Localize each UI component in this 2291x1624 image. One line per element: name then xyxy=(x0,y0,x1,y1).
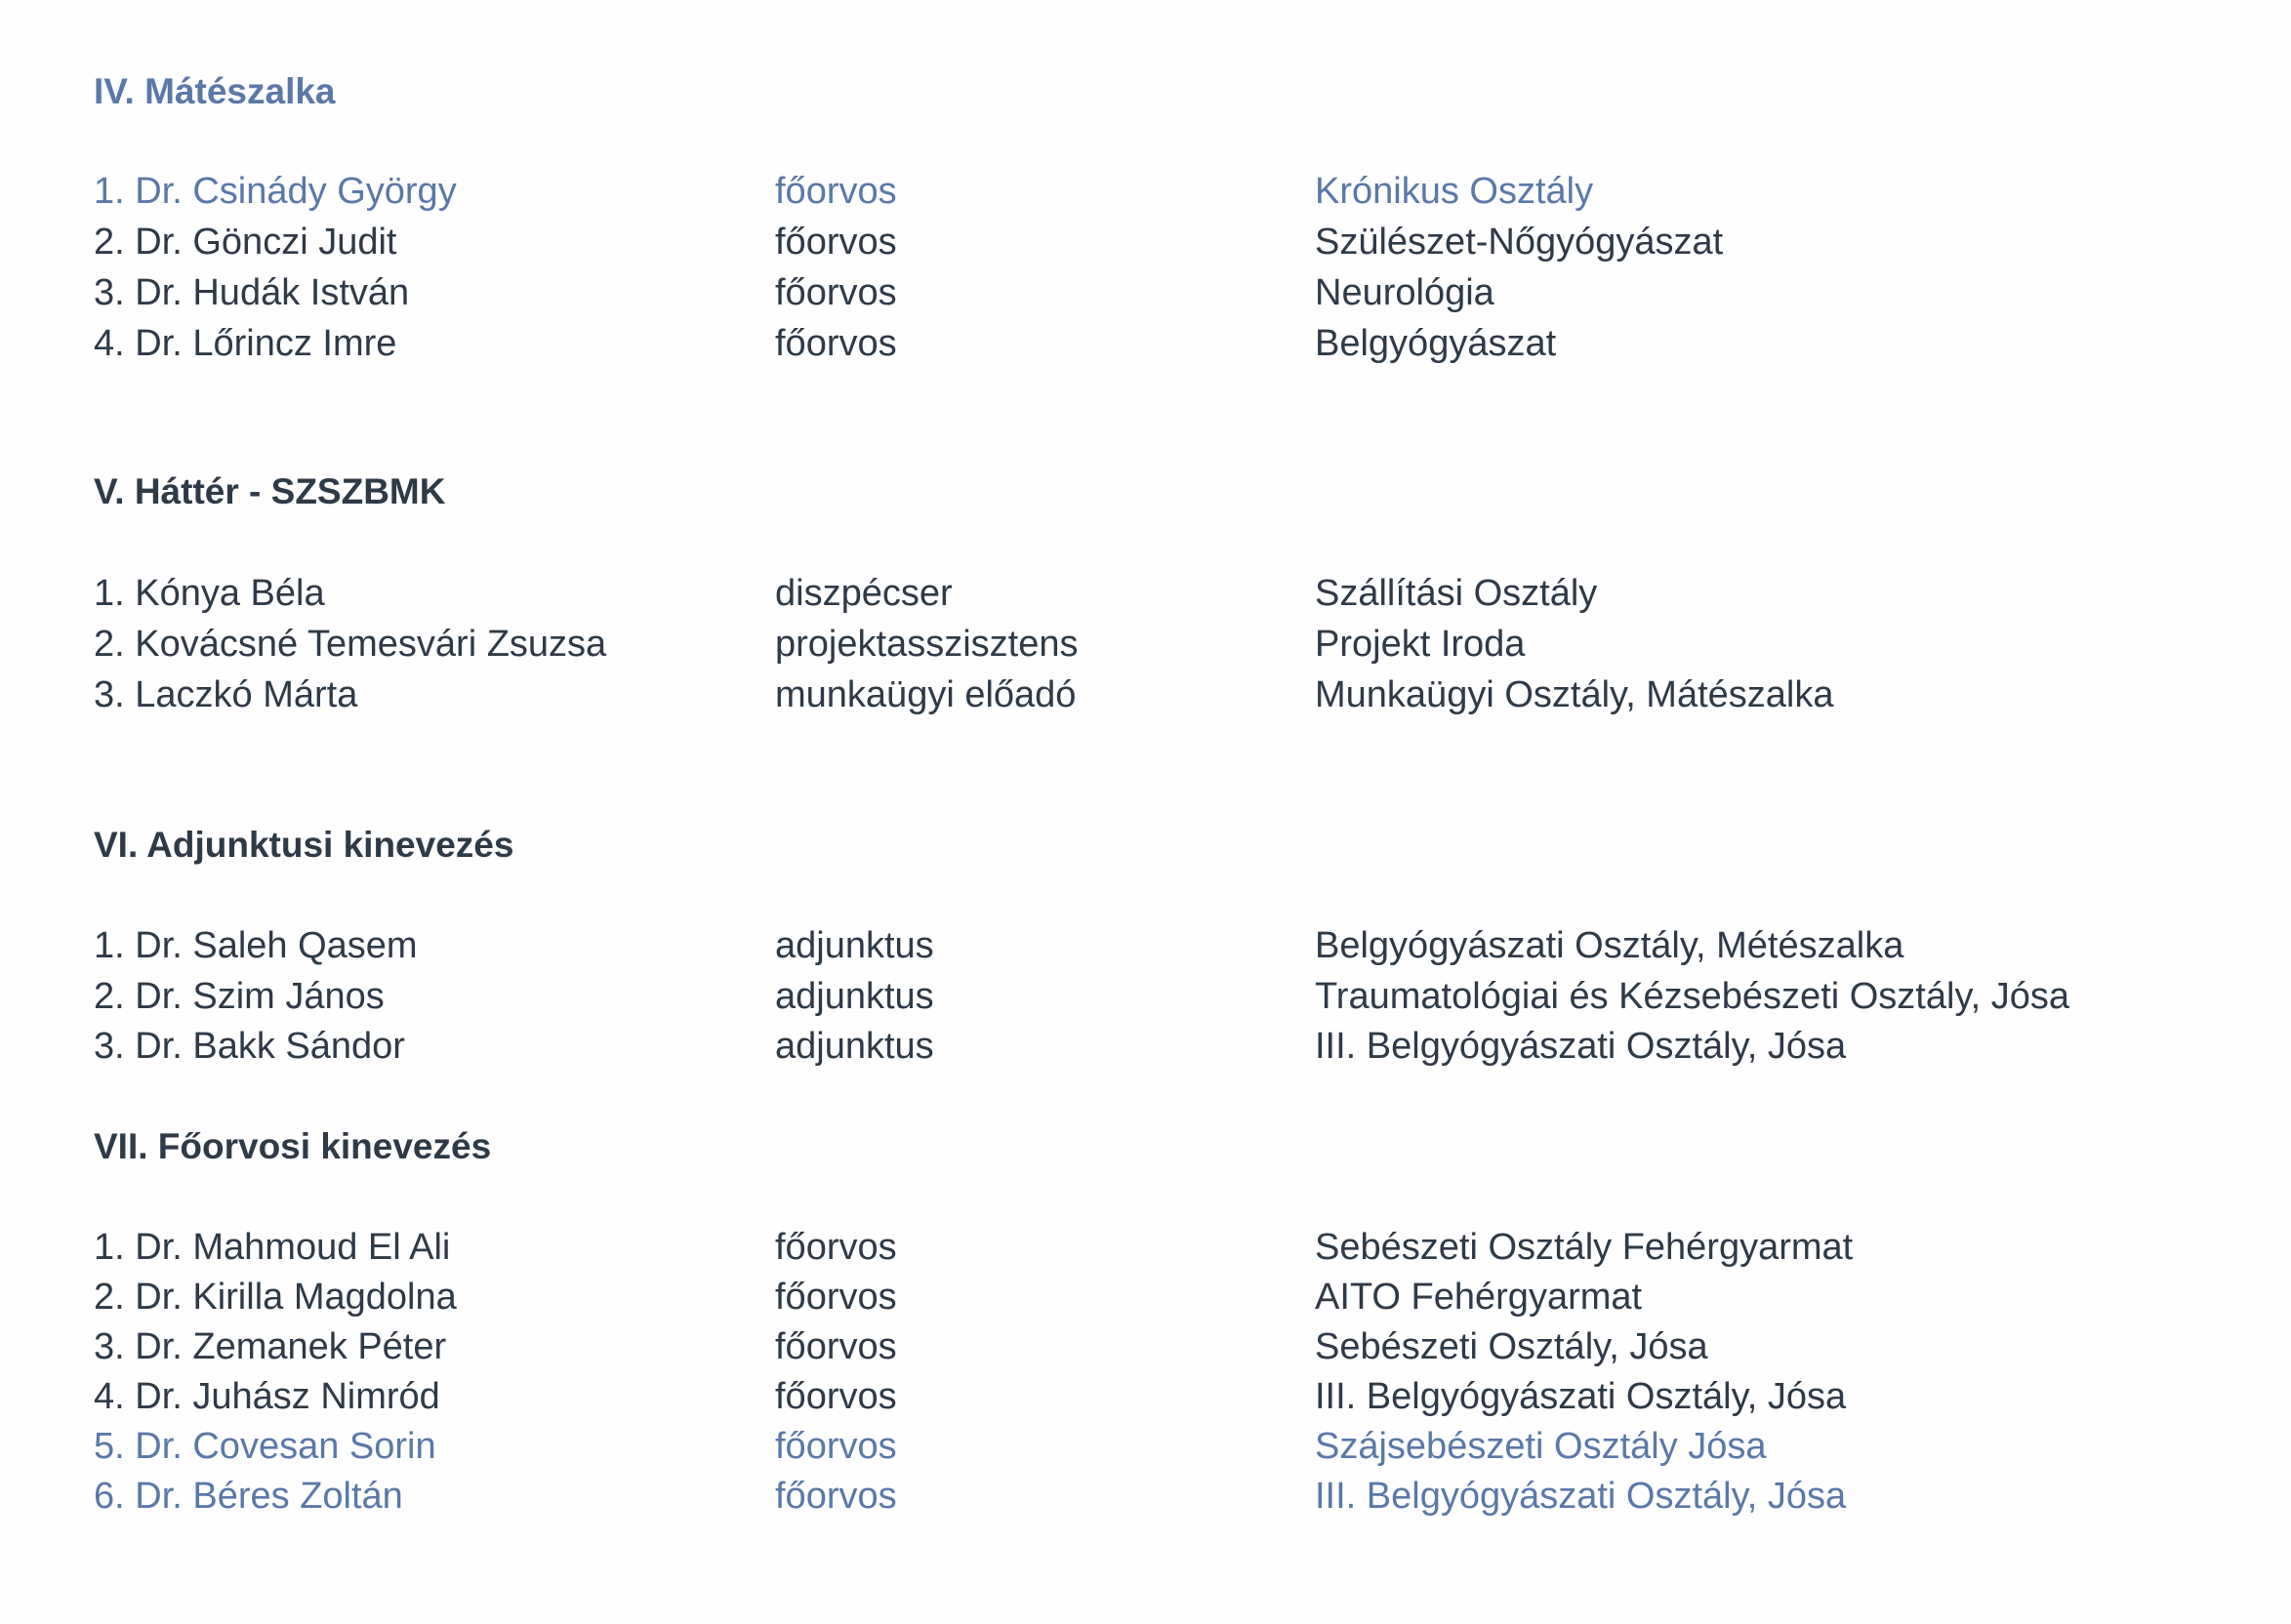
person-unit: Sebészeti Osztály, Jósa xyxy=(1315,1326,1708,1367)
section-heading-foorvosi: VII. Főorvosi kinevezés xyxy=(94,1126,492,1166)
list-row xyxy=(0,217,2291,267)
person-role: főorvos xyxy=(775,323,897,364)
person-name: 3. Dr. Bakk Sándor xyxy=(94,1026,405,1067)
list-row xyxy=(0,1272,2291,1322)
person-name: 4. Dr. Lőrincz Imre xyxy=(94,323,397,364)
section-heading-adjunktusi: VI. Adjunktusi kinevezés xyxy=(94,825,514,865)
section-heading-matészalka: IV. Mátészalka xyxy=(94,71,336,111)
person-name: 1. Kónya Béla xyxy=(94,573,325,614)
person-unit: III. Belgyógyászati Osztály, Jósa xyxy=(1315,1376,1847,1417)
person-role: főorvos xyxy=(775,1376,897,1417)
person-unit: III. Belgyógyászati Osztály, Jósa xyxy=(1315,1026,1847,1067)
person-name: 2. Dr. Kirilla Magdolna xyxy=(94,1277,457,1318)
list-row xyxy=(0,971,2291,1022)
person-unit: Szájsebészeti Osztály Jósa xyxy=(1315,1426,1767,1467)
list-row xyxy=(0,1222,2291,1273)
person-role: munkaügyi előadó xyxy=(775,674,1077,715)
person-name: 3. Dr. Zemanek Péter xyxy=(94,1326,447,1367)
person-role: főorvos xyxy=(775,1277,897,1318)
person-name: 2. Kovácsné Temesvári Zsuzsa xyxy=(94,624,607,665)
person-role: főorvos xyxy=(775,1476,897,1517)
person-unit: Szülészet-Nőgyógyászat xyxy=(1315,222,1724,263)
person-role: adjunktus xyxy=(775,1026,934,1067)
person-unit: AITO Fehérgyarmat xyxy=(1315,1277,1643,1318)
list-row xyxy=(0,318,2291,369)
person-name: 2. Dr. Gönczi Judit xyxy=(94,222,397,263)
list-row xyxy=(0,1321,2291,1372)
person-name: 6. Dr. Béres Zoltán xyxy=(94,1476,403,1517)
person-role: adjunktus xyxy=(775,976,934,1017)
person-role: projektasszisztens xyxy=(775,624,1079,665)
person-unit: Neurológia xyxy=(1315,272,1494,313)
person-name: 3. Dr. Hudák István xyxy=(94,272,410,313)
person-unit: Projekt Iroda xyxy=(1315,624,1526,665)
list-row xyxy=(0,619,2291,670)
section-heading-hatter: V. Háttér - SZSZBMK xyxy=(94,471,446,511)
person-role: főorvos xyxy=(775,1426,897,1467)
person-name: 4. Dr. Juhász Nimród xyxy=(94,1376,440,1417)
person-unit: Belgyógyászati Osztály, Métészalka xyxy=(1315,925,1904,966)
list-row xyxy=(0,1421,2291,1472)
person-unit: Munkaügyi Osztály, Mátészalka xyxy=(1315,674,1834,715)
person-unit: Traumatológiai és Kézsebészeti Osztály, Jósa xyxy=(1315,976,2070,1017)
person-name: 3. Laczkó Márta xyxy=(94,674,358,715)
person-role: főorvos xyxy=(775,171,897,212)
person-name: 1. Dr. Saleh Qasem xyxy=(94,925,418,966)
person-unit: Krónikus Osztály xyxy=(1315,171,1594,212)
list-row xyxy=(0,670,2291,720)
list-row xyxy=(0,166,2291,217)
person-unit: III. Belgyógyászati Osztály, Jósa xyxy=(1315,1476,1847,1517)
list-row xyxy=(0,1471,2291,1522)
list-row xyxy=(0,267,2291,318)
person-role: diszpécser xyxy=(775,573,953,614)
person-role: adjunktus xyxy=(775,925,934,966)
list-row xyxy=(0,568,2291,619)
person-unit: Szállítási Osztály xyxy=(1315,573,1598,614)
list-row xyxy=(0,920,2291,971)
person-unit: Belgyógyászat xyxy=(1315,323,1557,364)
person-name: 5. Dr. Covesan Sorin xyxy=(94,1426,436,1467)
list-row xyxy=(0,1371,2291,1422)
person-role: főorvos xyxy=(775,272,897,313)
person-name: 1. Dr. Mahmoud El Ali xyxy=(94,1227,451,1268)
person-role: főorvos xyxy=(775,222,897,263)
person-role: főorvos xyxy=(775,1227,897,1268)
list-row xyxy=(0,1021,2291,1072)
person-role: főorvos xyxy=(775,1326,897,1367)
person-name: 2. Dr. Szim János xyxy=(94,976,385,1017)
person-unit: Sebészeti Osztály Fehérgyarmat xyxy=(1315,1227,1854,1268)
person-name: 1. Dr. Csinády György xyxy=(94,171,457,212)
